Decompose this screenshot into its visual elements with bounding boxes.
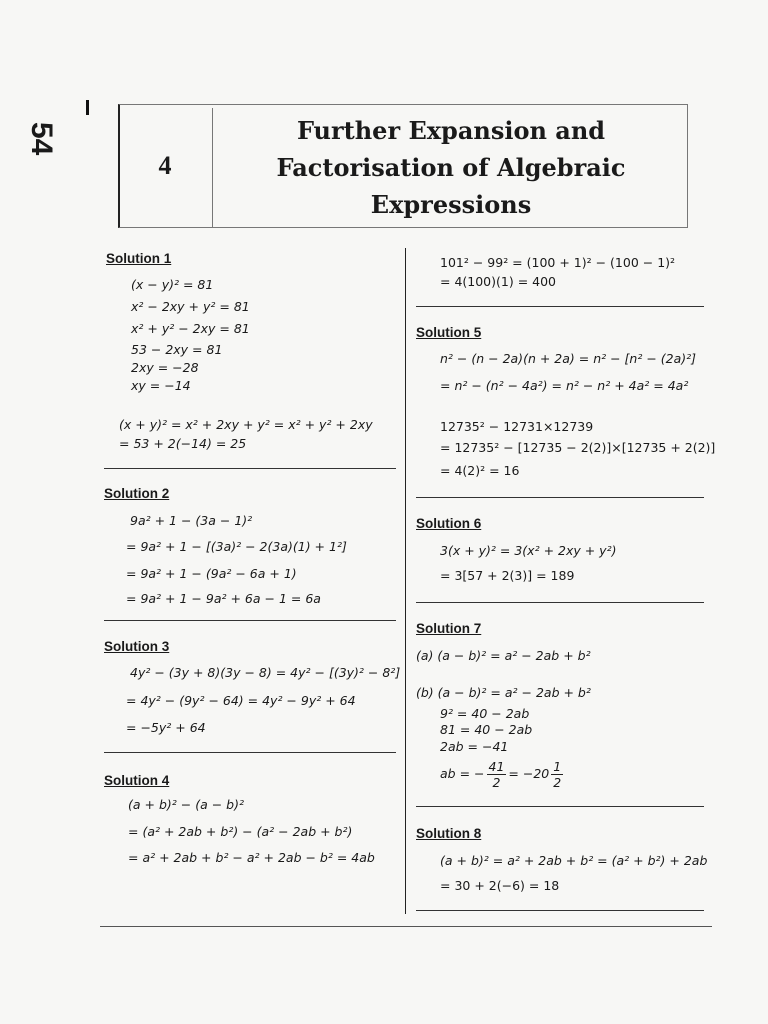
equation-line: 2ab = −41 <box>440 739 509 754</box>
section-separator <box>104 752 396 753</box>
chapter-number: 4 <box>158 151 172 180</box>
equation-line: (x + y)² = x² + 2xy + y² = x² + y² + 2xy <box>119 417 373 432</box>
equation-line: 12735² − 12731×12739 <box>440 419 594 434</box>
solution-3-title: Solution 3 <box>104 639 170 654</box>
solution-8-title: Solution 8 <box>416 826 482 841</box>
equation-line: 9a² + 1 − (3a − 1)² <box>130 513 253 528</box>
equation-line: = 30 + 2(−6) = 18 <box>440 878 560 893</box>
fraction <box>487 759 507 790</box>
equation-line: x² − 2xy + y² = 81 <box>131 299 250 314</box>
section-separator <box>416 910 704 911</box>
equation-line: (b) (a − b)² = a² − 2ab + b² <box>416 685 591 700</box>
page-number-marker <box>86 100 89 115</box>
section-separator <box>104 468 396 469</box>
mixed-number-whole: = −20 <box>508 766 550 781</box>
equation-line: (a) (a − b)² = a² − 2ab + b² <box>416 648 591 663</box>
chapter-title-line: Factorisation of Algebraic <box>276 153 626 182</box>
equation-line: = −5y² + 64 <box>126 720 206 735</box>
page-bottom-rule <box>100 926 712 927</box>
section-separator <box>416 806 704 807</box>
section-separator <box>104 620 396 621</box>
equation-line: (x − y)² = 81 <box>131 277 214 292</box>
header-divider <box>212 108 213 228</box>
equation-line: 81 = 40 − 2ab <box>440 722 533 737</box>
solution-7-title: Solution 7 <box>416 621 482 636</box>
section-separator <box>416 306 704 307</box>
equation-line: n² − (n − 2a)(n + 2a) = n² − [n² − (2a)²] <box>440 351 697 366</box>
fraction-prefix: ab = − <box>440 766 485 781</box>
equation-line: = 9a² + 1 − (9a² − 6a + 1) <box>126 566 297 581</box>
equation-line: = 4y² − (9y² − 64) = 4y² − 9y² + 64 <box>126 693 356 708</box>
fraction <box>551 759 563 790</box>
section-separator <box>416 602 704 603</box>
equation-line: 101² − 99² = (100 + 1)² − (100 − 1)² <box>440 255 676 270</box>
equation-line: = a² + 2ab + b² − a² + 2ab − b² = 4ab <box>128 850 375 865</box>
equation-line: = 3[57 + 2(3)] = 189 <box>440 568 575 583</box>
solution-6-title: Solution 6 <box>416 516 482 531</box>
equation-line: 9² = 40 − 2ab <box>440 706 530 721</box>
equation-line: (a + b)² − (a − b)² <box>128 797 244 812</box>
column-divider <box>405 248 406 914</box>
equation-line: xy = −14 <box>131 378 191 393</box>
equation-line: (a + b)² = a² + 2ab + b² = (a² + b²) + 2ab <box>440 853 708 868</box>
numerator: 41 <box>488 759 505 774</box>
page-number: 54 <box>25 122 58 156</box>
equation-line: 2xy = −28 <box>131 360 199 375</box>
equation-line: = 9a² + 1 − 9a² + 6a − 1 = 6a <box>126 591 321 606</box>
section-separator <box>416 497 704 498</box>
equation-line: = n² − (n² − 4a²) = n² − n² + 4a² = 4a² <box>440 378 689 393</box>
equation-line: = 4(2)² = 16 <box>440 463 520 478</box>
denominator: 2 <box>492 775 501 790</box>
solution-1-title: Solution 1 <box>106 251 172 266</box>
equation-line: = 9a² + 1 − [(3a)² − 2(3a)(1) + 1²] <box>126 539 347 554</box>
equation-line: = (a² + 2ab + b²) − (a² − 2ab + b²) <box>128 824 353 839</box>
equation-line: = 12735² − [12735 − 2(2)]×[12735 + 2(2)] <box>440 440 716 455</box>
equation-line: x² + y² − 2xy = 81 <box>131 321 250 336</box>
denominator: 2 <box>553 775 562 790</box>
chapter-title-line: Further Expansion and <box>296 116 606 145</box>
solution-2-title: Solution 2 <box>104 486 170 501</box>
equation-line: = 53 + 2(−14) = 25 <box>119 436 247 451</box>
equation-line: 4y² − (3y + 8)(3y − 8) = 4y² − [(3y)² − 8²] <box>130 665 401 680</box>
solution-4-title: Solution 4 <box>104 773 170 788</box>
numerator: 1 <box>553 759 562 774</box>
equation-line: 53 − 2xy = 81 <box>131 342 223 357</box>
chapter-title <box>214 112 688 223</box>
solution-5-title: Solution 5 <box>416 325 482 340</box>
equation-line: = 4(100)(1) = 400 <box>440 274 556 289</box>
equation-line: 3(x + y)² = 3(x² + 2xy + y²) <box>440 543 617 558</box>
equation-line <box>440 759 565 790</box>
chapter-title-line: Expressions <box>370 190 532 219</box>
